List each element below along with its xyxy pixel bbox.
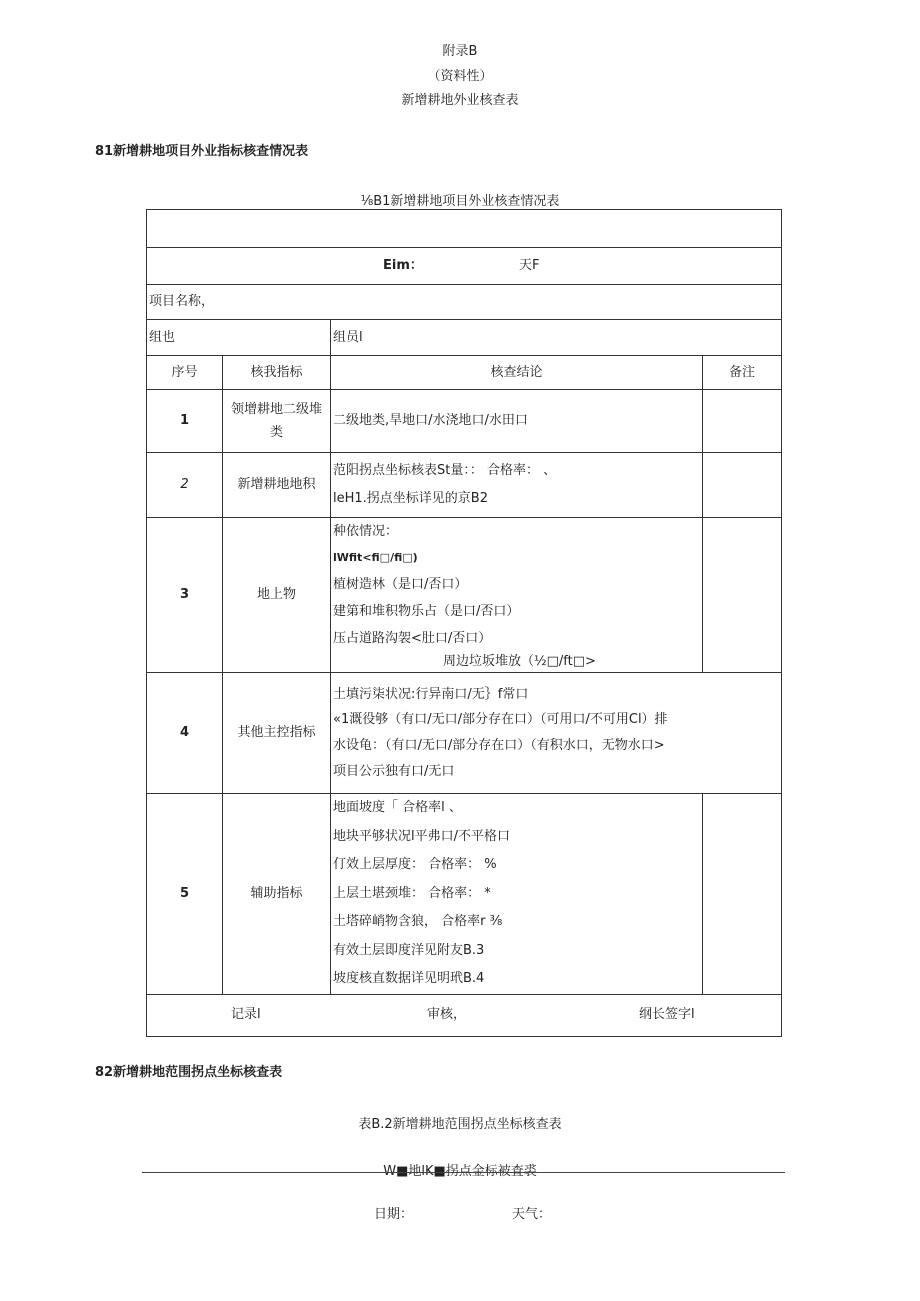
row-number: 1: [147, 390, 223, 453]
table-top-rule: [142, 1172, 785, 1173]
row-number: 4: [147, 673, 223, 794]
table-row: [147, 794, 782, 995]
team-leader-label: 组也: [147, 320, 331, 356]
col-header-indicator: 核我指标: [223, 356, 331, 390]
conclusion-line: 周边垃坂堆放（½□/ft□>: [443, 653, 596, 669]
reviewer-label: 审核，: [427, 1006, 467, 1022]
conclusion-line: 上层土堪颈堆： 合格率： *: [333, 885, 491, 901]
row-conclusion: [331, 794, 703, 995]
table-caption-b1: ⅛B1新增耕地项目外业核查情况表: [360, 194, 560, 209]
conclusion-line: «1溉役够（有口/无口/部分存在口）（可用口/不可用Cl）排: [333, 711, 668, 727]
recorder-label: 记录l: [231, 1006, 261, 1022]
conclusion-line: 地面坡度「 合格率l 、: [333, 800, 462, 815]
weather-label-b2: 天气：: [512, 1207, 552, 1222]
team-member-label: 组员l: [331, 320, 782, 356]
row-conclusion: [331, 453, 703, 518]
row-remark: [703, 453, 782, 518]
conclusion-line: 压占道路沟袈<肚口/否口）: [333, 630, 492, 646]
team-row: [147, 320, 782, 356]
row-indicator: 领增耕地二级堆类: [223, 390, 331, 453]
appendix-label: 附录B: [442, 44, 478, 59]
appendix-nature: （资料性）: [427, 69, 493, 84]
conclusion-line: 项目公示独有口/无口: [333, 763, 455, 779]
col-header-no: 序号: [147, 356, 223, 390]
conclusion-line: 坡度核直数据详见明玳B.4: [333, 971, 485, 986]
conclusion-line: 地块平够状况l平弗口/不平格口: [333, 828, 510, 844]
table-subtitle-b2: W■地lK■拐点金标被査裘: [383, 1164, 537, 1179]
conclusion-line: 有效土层即度洋见附友B.3: [333, 942, 485, 958]
conclusion-line: 植树造林（是口/否口）: [333, 576, 468, 592]
table-header-row: [147, 356, 782, 390]
row-indicator: 辅助指标: [223, 794, 331, 995]
conclusion-line: 水设龟：（有口/无口/部分存在口）（有积水口，无物水口>: [333, 737, 665, 753]
conclusion-line: lWfit<fi□/fi□): [333, 550, 418, 564]
verification-table: [146, 209, 782, 1037]
table-row: [147, 518, 782, 673]
col-header-conclusion: 核查结论: [331, 356, 703, 390]
section-heading-b2: 82新增耕地范围拐点坐标核查表: [95, 1065, 283, 1080]
row-indicator: 其他主控指标: [223, 673, 331, 794]
table-blank-row: [147, 210, 782, 248]
date-label: Eim：: [383, 258, 423, 273]
row-conclusion: [331, 518, 703, 673]
conclusion-line: 土塔碎峭物含狼， 合格率r ⅜: [333, 914, 503, 929]
row-remark: [703, 390, 782, 453]
signature-row: [147, 994, 782, 1036]
conclusion-line: 二级地类,旱地口/水浇地口/水田口: [333, 412, 528, 428]
conclusion-line: 建第和堆积物乐占（是口/否口）: [333, 603, 520, 619]
leader-signature-label: 纲长签字l: [639, 1006, 695, 1022]
row-indicator: 新增耕地地积: [223, 453, 331, 518]
row-indicator: 地上物: [223, 518, 331, 673]
row-conclusion: [331, 673, 782, 794]
conclusion-line: leH1.拐点坐标详见的京B2: [333, 491, 488, 506]
row-number: 2: [147, 453, 223, 518]
row-remark: [703, 518, 782, 673]
table-row: [147, 453, 782, 518]
table-row: [147, 673, 782, 794]
date-label-b2: 日期：: [374, 1207, 414, 1222]
section-heading-b1: 81新增耕地项目外业指标核查情况表: [95, 144, 309, 159]
row-remark: [703, 794, 782, 995]
weather-label: 天F: [519, 258, 540, 273]
page-title: 新增耕地外业核查表: [401, 93, 519, 108]
conclusion-line: 土填污柒状况:行异南口/无｝f常口: [333, 686, 529, 702]
date-weather-row: [147, 248, 782, 285]
conclusion-line: 范阳拐点坐标核表St量：： 合格率： 、: [333, 462, 557, 478]
row-number: 5: [147, 794, 223, 995]
table-row: [147, 390, 782, 453]
project-name-row: [147, 285, 782, 320]
row-number: 3: [147, 518, 223, 673]
conclusion-line: 仃效上层厚度： 合格率： %: [333, 857, 497, 872]
table-caption-b2: 表B.2新增耕地范围拐点坐标核查表: [358, 1117, 562, 1132]
row-conclusion: [331, 390, 703, 453]
col-header-remark: 备注: [703, 356, 782, 390]
conclusion-line: 种依情况：: [333, 523, 399, 539]
project-name-label: 项目名称，: [147, 285, 782, 320]
